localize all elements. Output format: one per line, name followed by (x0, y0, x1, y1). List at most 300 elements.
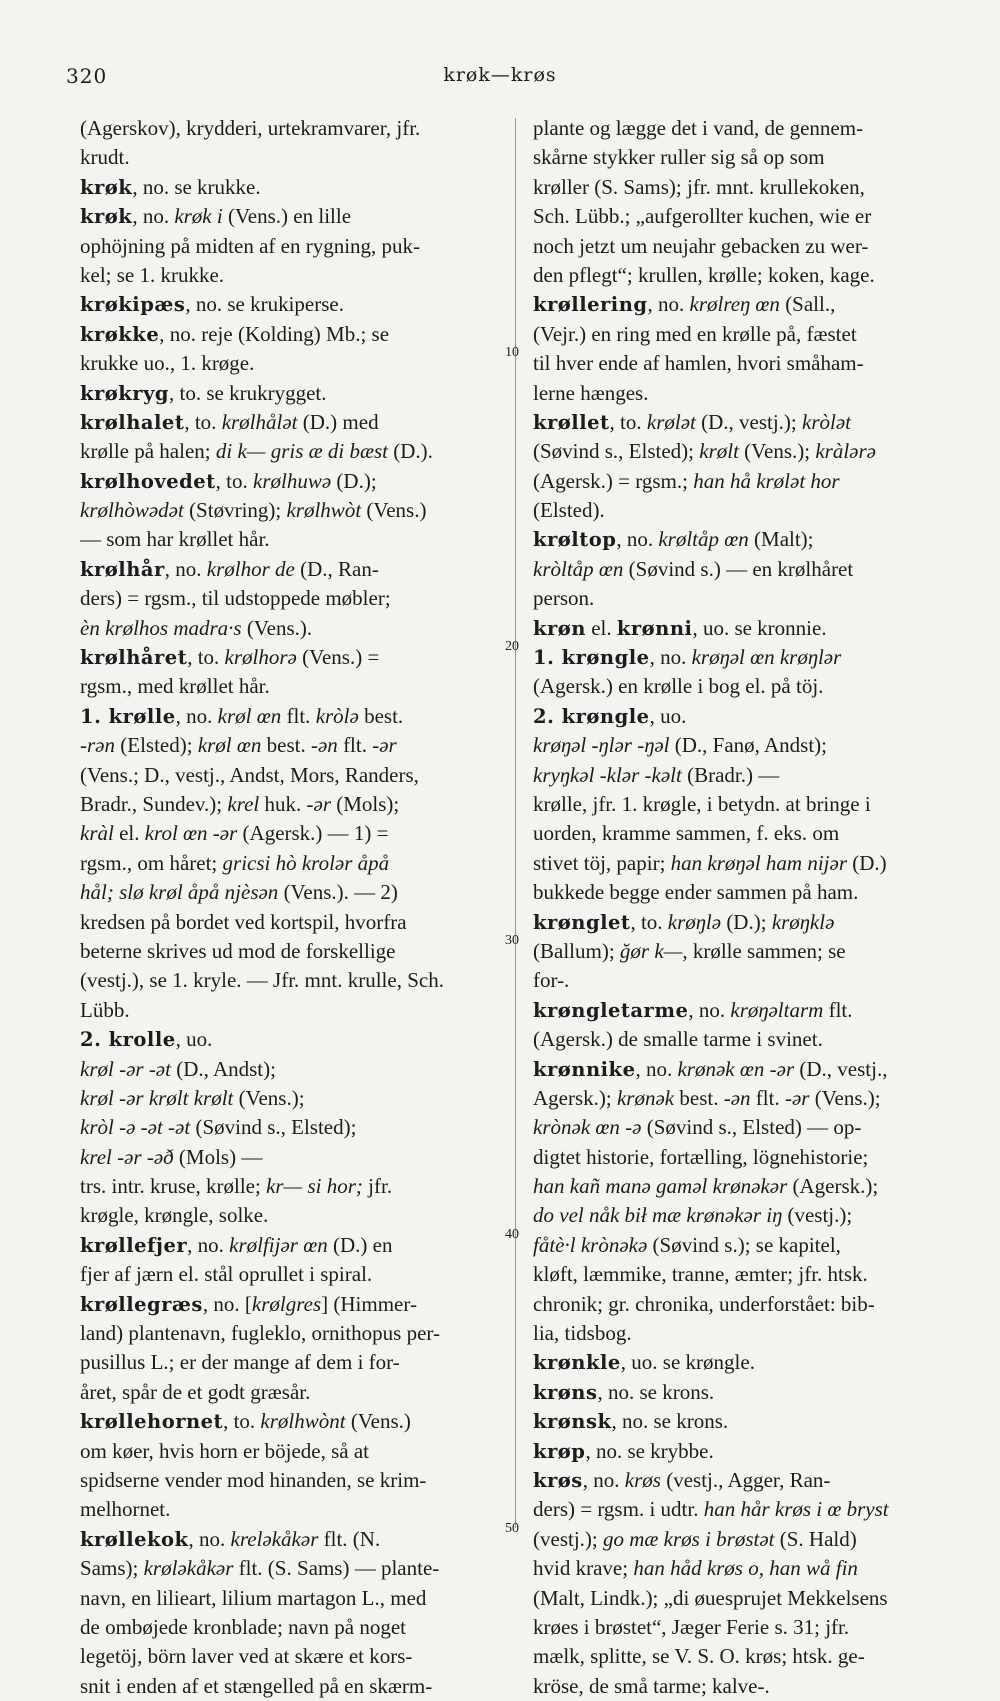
line-text: (D.). (388, 439, 433, 464)
headword: krønglet (533, 910, 631, 934)
line-text: krøgle, krøngle, solke. (80, 1203, 269, 1228)
line-text: om køer, hvis horn er böjede, så at (80, 1438, 369, 1463)
headword: krøllet (533, 410, 610, 434)
line-text: kløft, læmmike, tranne, æmter; jfr. htsk. (533, 1262, 868, 1287)
line-text: , to. (223, 1409, 261, 1434)
dialect-form: kr— si hor; (266, 1174, 363, 1199)
line-text: , no. se krybbe. (585, 1438, 714, 1463)
line-number: 50 (505, 1521, 519, 1536)
text-line (80, 173, 496, 202)
line-text: (D., Fanø, Andst); (669, 733, 827, 758)
line-text: , to. (215, 468, 254, 493)
dialect-form: krølfijər œn (229, 1232, 328, 1257)
line-number: 40 (505, 1227, 519, 1242)
headword: krøk (80, 175, 133, 199)
text-line (533, 232, 971, 261)
headword: krøllekok (80, 1527, 189, 1551)
line-number: 10 (505, 345, 519, 360)
line-text: krukke uo., 1. krøge. (80, 351, 255, 376)
text-line (80, 1495, 496, 1524)
running-head: krøk—krøs (443, 64, 557, 86)
dialect-form: krøŋəltarm (730, 997, 824, 1022)
line-text: , no. se krukiperse. (185, 292, 344, 317)
text-line (533, 1290, 971, 1319)
dialect-form: -ər (306, 791, 331, 816)
line-text: beterne skrives ud mod de forskellige (80, 938, 396, 963)
line-text: året, spår de et godt græsår. (80, 1379, 311, 1404)
left-column (80, 114, 496, 1701)
line-text: , no. (582, 1467, 625, 1492)
line-text: , no. (187, 1232, 230, 1257)
dialect-form: di k— gris æ di bæst (215, 439, 388, 464)
text-line (533, 408, 971, 437)
dialect-form: krølhòwədət (80, 498, 184, 523)
headword: krøllefjer (80, 1233, 188, 1257)
line-text: kredsen på bordet ved kortspil, hvorfra (80, 909, 407, 934)
text-line (533, 1672, 971, 1701)
line-text: lia, tidsbog. (533, 1321, 632, 1346)
line-text: flt. (337, 733, 373, 758)
line-text: (D.) en (327, 1232, 393, 1257)
line-text: (Støvring); (183, 498, 287, 523)
dialect-form: krølət (646, 409, 696, 434)
text-line (533, 1113, 971, 1142)
line-text: , no. (175, 703, 218, 728)
line-text: (Søvind s., Elsted) — op- (641, 1115, 862, 1140)
line-text: best. (261, 733, 311, 758)
line-text: , to. (187, 645, 225, 670)
line-text: , no. (132, 204, 175, 229)
text-line (533, 1201, 971, 1230)
line-text: (Søvind s.) — en krølhåret (623, 556, 854, 581)
dialect-form: -ər (784, 1085, 810, 1110)
line-text: chronik; gr. chronika, underforstået: bib- (533, 1291, 875, 1316)
line-text: (Vens.); (233, 1085, 305, 1110)
line-text: til hver ende af hamlen, hvori småham- (533, 351, 864, 376)
line-text: flt. (N. (318, 1526, 381, 1551)
dialect-form: krònək œn -ə (533, 1115, 642, 1140)
line-text: ders) = rgsm., til udstoppede møbler; (80, 586, 391, 611)
dialect-form: krøləkåkər (143, 1556, 234, 1581)
dialect-form: krøŋklə (771, 909, 835, 934)
text-line (533, 555, 971, 584)
line-text: bukkede begge ender sammen på ham. (533, 880, 859, 905)
text-line (80, 731, 496, 760)
text-line (533, 261, 971, 290)
line-text: (Agersk.) de smalle tarme i svinet. (533, 1027, 823, 1052)
dialect-form: -rən (80, 733, 115, 758)
dialect-form: krøl -ər -ət (80, 1056, 171, 1081)
text-line (80, 1055, 496, 1084)
text-line (533, 1495, 971, 1524)
line-text: rgsm., om håret; (80, 850, 223, 875)
text-line (80, 1260, 496, 1289)
dialect-form: krel -ər -əð (80, 1144, 174, 1169)
line-text: for-. (533, 968, 570, 993)
dialect-form: han håd krøs o, han wå fin (633, 1556, 858, 1581)
line-text: krølle på halen; (80, 439, 216, 464)
text-line (80, 437, 496, 466)
text-line (533, 761, 971, 790)
line-text: (Elsted). (533, 498, 605, 523)
text-line (533, 1025, 971, 1054)
text-line (80, 1143, 496, 1172)
dialect-form: krøl œn (217, 703, 282, 728)
line-text: (D., vestj.); (695, 409, 803, 434)
dialect-form: krøltåp œn (658, 527, 749, 552)
line-text: (Vens.). — 2) (278, 880, 398, 905)
headword: krøkryg (80, 381, 170, 405)
text-line (533, 1231, 971, 1260)
text-line (80, 819, 496, 848)
text-line (533, 1642, 971, 1671)
dialect-form: han hå krølət hor (693, 468, 840, 493)
line-text: (D., Andst); (170, 1056, 276, 1081)
line-text: legetöj, börn laver ved at skære et kors- (80, 1644, 413, 1669)
dialect-form: krelәkåkər (230, 1526, 319, 1551)
line-text: (Vens.) = (296, 645, 380, 670)
line-text: melhornet. (80, 1497, 171, 1522)
text-line (533, 525, 971, 554)
line-text: (Vens.). (241, 615, 313, 640)
line-text: , no. (647, 292, 690, 317)
page-header (66, 64, 934, 94)
line-text: (D.); (331, 468, 377, 493)
line-text: best. (674, 1085, 724, 1110)
text-line (533, 731, 971, 760)
line-text: (Vejr.) en ring med en krølle på, fæstet (533, 321, 857, 346)
headword: krøllegræs (80, 1292, 203, 1316)
line-text: (Agersk.) en krølle i bog el. på töj. (533, 674, 824, 699)
text-line (80, 467, 496, 496)
headword: krølhår (80, 557, 165, 581)
text-line (533, 996, 971, 1025)
text-line (80, 1290, 496, 1319)
line-text: de ombøjede kronblade; navn på noget (80, 1614, 406, 1639)
line-text: plante og lægge det i vand, de gennem- (533, 116, 864, 140)
line-text: , no. (688, 997, 731, 1022)
text-line (80, 525, 496, 554)
headword: 1. krølle (80, 704, 176, 728)
line-text: flt. (S. Sams) — plante- (233, 1556, 440, 1581)
text-line (80, 761, 496, 790)
line-text: (Vens.); (809, 1085, 881, 1110)
text-line (80, 320, 496, 349)
text-line (533, 173, 971, 202)
text-line (533, 1525, 971, 1554)
text-line (533, 819, 971, 848)
line-text: (D.); (721, 909, 772, 934)
line-text: uorden, kramme sammen, f. eks. om (533, 821, 840, 846)
text-line (533, 1584, 971, 1613)
text-line (533, 1613, 971, 1642)
line-text: best. (358, 703, 404, 728)
line-text: (D., vestj., (794, 1056, 888, 1081)
line-text: (D., Ran- (294, 556, 379, 581)
line-text: Agersk.); (533, 1085, 617, 1110)
dialect-form: krønək œn -ər (677, 1056, 795, 1081)
text-line (80, 1231, 496, 1260)
line-text: (Vens.) en lille (222, 204, 352, 229)
line-text: (Sall., (779, 292, 836, 317)
line-text: (Bradr.) — (681, 762, 780, 787)
text-line (80, 1437, 496, 1466)
headword: krøp (533, 1439, 586, 1463)
line-text: , no. (616, 527, 659, 552)
text-line (533, 1348, 971, 1377)
text-line (80, 1407, 496, 1436)
dialect-form: krølhålət (221, 409, 298, 434)
text-line (80, 232, 496, 261)
dialect-form: fåtè·l krònəkə (533, 1232, 648, 1257)
dialect-form: krølhwòt (286, 498, 362, 523)
headword: krøkke (80, 322, 160, 346)
text-line (80, 349, 496, 378)
dialect-form: gricsi hò krolər åpå (222, 850, 390, 875)
line-text: ders) = rgsm. i udtr. (533, 1497, 704, 1522)
line-text: digtet historie, fortælling, lögnehistorie; (533, 1144, 869, 1169)
headword: krøllehornet (80, 1410, 224, 1434)
line-text: Sch. Lübb.; „aufgerollter kuchen, wie er (533, 204, 872, 229)
text-line (533, 1084, 971, 1113)
headword: krønni (616, 616, 693, 640)
line-text: , uo. se krøngle. (620, 1350, 755, 1375)
text-line (80, 1554, 496, 1583)
dialect-form: krøk i (174, 204, 223, 229)
dialect-form: do vel nåk bił mæ krønəkər iŋ (533, 1203, 783, 1228)
text-line (80, 1525, 496, 1554)
text-line (80, 1642, 496, 1671)
line-text: (Vens.) (345, 1409, 411, 1434)
text-line (533, 1466, 971, 1495)
line-text: (vestj., Agger, Ran- (660, 1467, 831, 1492)
dialect-form: han krøŋəl ham nijər (670, 850, 848, 875)
dialect-form: go mæ krøs i brøstət (602, 1526, 775, 1551)
line-text: (Elsted); (115, 733, 198, 758)
line-text: el. (585, 615, 617, 640)
line-text: (Ballum); (533, 938, 620, 963)
line-text: (S. Hald) (774, 1526, 857, 1551)
text-line (533, 878, 971, 907)
line-text: (Vens.); (738, 439, 816, 464)
dialect-form: ğør k— (619, 938, 683, 963)
line-text: (Agersk.); (787, 1174, 879, 1199)
text-line (80, 1466, 496, 1495)
text-line (80, 1672, 496, 1701)
line-text: Sams); (80, 1556, 144, 1581)
dialect-form: krølt (699, 439, 739, 464)
dialect-form: krølhwònt (260, 1409, 346, 1434)
dialect-form: krølhuwə (253, 468, 332, 493)
headword: 2. krøngle (533, 704, 650, 728)
text-line (533, 349, 971, 378)
text-line (80, 1378, 496, 1407)
text-line (533, 320, 971, 349)
line-text: (Mols); (331, 791, 400, 816)
text-line (80, 1319, 496, 1348)
text-line (80, 1613, 496, 1642)
line-text: (Søvind s., Elsted); (190, 1115, 357, 1140)
line-text: noch jetzt um neujahr gebacken zu wer- (533, 233, 869, 258)
text-line (80, 1348, 496, 1377)
line-text: (Malt, Lindk.); „di øuesprujet Mekkelsens (533, 1585, 888, 1610)
text-line (533, 379, 971, 408)
line-text: krudt. (80, 145, 130, 170)
dialect-form: krølhor de (206, 556, 295, 581)
right-column (533, 114, 971, 1701)
text-line (80, 849, 496, 878)
line-text: , no. (635, 1056, 678, 1081)
text-line (533, 584, 971, 613)
dialect-form: krøl -ər krølt krølt (80, 1085, 234, 1110)
text-line (80, 790, 496, 819)
line-text: trs. intr. kruse, krølle; (80, 1174, 267, 1199)
text-line (80, 1584, 496, 1613)
line-text: mælk, splitte, se V. S. O. krøs; htsk. ge- (533, 1644, 865, 1669)
text-line (80, 261, 496, 290)
text-line (533, 643, 971, 672)
line-text: (Mols) — (173, 1144, 263, 1169)
text-line (533, 437, 971, 466)
text-line (80, 202, 496, 231)
line-text: spidserne vender mod hinanden, se krim- (80, 1467, 427, 1492)
text-line (80, 614, 496, 643)
dialect-form: krølgres (251, 1291, 322, 1316)
headword: krønnike (533, 1057, 636, 1081)
dialect-form: krølhorə (224, 645, 297, 670)
line-text: krølle, jfr. 1. krøgle, i betydn. at bringe i (533, 791, 871, 816)
line-text: , uo. se kronnie. (692, 615, 827, 640)
text-line (533, 1172, 971, 1201)
dialect-form: kryŋkəl -klər -kəlt (533, 762, 682, 787)
text-line (533, 672, 971, 701)
line-text: navn, en liliеart, lilium martagon L., med (80, 1585, 427, 1610)
line-text: person. (533, 586, 595, 611)
line-text: kel; se 1. krukke. (80, 262, 225, 287)
line-text: , no. se krons. (597, 1379, 715, 1404)
dialect-form: kròltåp œn (533, 556, 624, 581)
line-text: krøes i brøstet“, Jæger Ferie s. 31; jfr. (533, 1614, 850, 1639)
line-text: , no. reje (Kolding) Mb.; se (159, 321, 390, 346)
text-line (80, 379, 496, 408)
line-text: den pflegt“; krullen, krølle; koken, kage. (533, 262, 875, 287)
headword: krøk (80, 205, 133, 229)
line-text: , no. se krukke. (132, 174, 261, 199)
headword: krøllering (533, 293, 648, 317)
dialect-form: hål; slø krøl åpå njèsən (80, 880, 279, 905)
dialect-form: kràl (80, 821, 114, 846)
text-line (80, 878, 496, 907)
line-text: (D.) med (297, 409, 379, 434)
line-text: — som har krøllet hår. (80, 527, 270, 552)
text-line (80, 966, 496, 995)
text-line (533, 202, 971, 231)
text-line (80, 1025, 496, 1054)
text-line (533, 1554, 971, 1583)
line-text: , no. (164, 556, 207, 581)
dialect-form: han hår krøs i œ bryst (703, 1497, 889, 1522)
headword: krølhalet (80, 410, 185, 434)
text-line (533, 1437, 971, 1466)
line-text: (Malt); (748, 527, 814, 552)
headword: krønsk (533, 1410, 612, 1434)
headword: krøngletarme (533, 998, 689, 1022)
text-line (533, 467, 971, 496)
text-line (533, 290, 971, 319)
text-line (80, 408, 496, 437)
line-text: jfr. (362, 1174, 393, 1199)
text-line (533, 496, 971, 525)
line-text: Bradr., Sundev.); (80, 791, 228, 816)
line-text: rgsm., med krøllet hår. (80, 674, 270, 699)
text-line (80, 584, 496, 613)
line-text: hvid krave; (533, 1556, 634, 1581)
line-text: , to. se krukrygget. (169, 380, 327, 405)
text-line (533, 143, 971, 172)
headword: krønkle (533, 1351, 621, 1375)
line-text: (Vens.) (361, 498, 427, 523)
dialect-form: krøŋəl -ŋlər -ŋəl (533, 733, 670, 758)
line-text: huk. (259, 791, 307, 816)
line-number: 20 (505, 639, 519, 654)
line-text: , to. (184, 409, 222, 434)
text-line (80, 702, 496, 731)
line-text: flt. (823, 997, 853, 1022)
text-line (80, 114, 496, 143)
text-line (80, 996, 496, 1025)
text-line (80, 143, 496, 172)
text-line (533, 1407, 971, 1436)
dialect-form: -ən (310, 733, 338, 758)
dialect-form: kròlət (802, 409, 851, 434)
line-text: Lübb. (80, 997, 130, 1022)
column-divider (515, 118, 516, 1528)
line-text: , no. se krons. (611, 1409, 729, 1434)
text-line (533, 966, 971, 995)
text-line (533, 1055, 971, 1084)
line-text: stivet töj, papir; (533, 850, 671, 875)
dialect-form: èn krølhos madra·s (80, 615, 242, 640)
dialect-form: krel (227, 791, 260, 816)
headword: krølhovedet (80, 469, 216, 493)
text-line (533, 614, 971, 643)
text-line (533, 114, 971, 143)
text-line (533, 849, 971, 878)
text-line (533, 908, 971, 937)
dialect-form: krøŋlə (667, 909, 722, 934)
line-text: (Agersk.) — 1) = (237, 821, 389, 846)
headword: krølhåret (80, 646, 188, 670)
line-text: , no. (649, 645, 692, 670)
line-text: (vestj.); (782, 1203, 853, 1228)
text-line (533, 937, 971, 966)
text-line (80, 1113, 496, 1142)
text-line (80, 672, 496, 701)
text-line (80, 937, 496, 966)
dialect-form: kròlə (315, 703, 359, 728)
line-text: (Søvind s.); se kapitel, (647, 1232, 841, 1257)
headword: krøkipæs (80, 293, 186, 317)
line-text: , to. (609, 409, 647, 434)
line-text: , to. (630, 909, 668, 934)
headword: krøltop (533, 528, 617, 552)
text-line (533, 790, 971, 819)
headword: krøns (533, 1380, 598, 1404)
text-line (80, 908, 496, 937)
text-line (533, 1143, 971, 1172)
headword: 2. krolle (80, 1028, 176, 1052)
line-text: (vestj.), se 1. kryle. — Jfr. mnt. krulle, Sch. (80, 968, 444, 993)
